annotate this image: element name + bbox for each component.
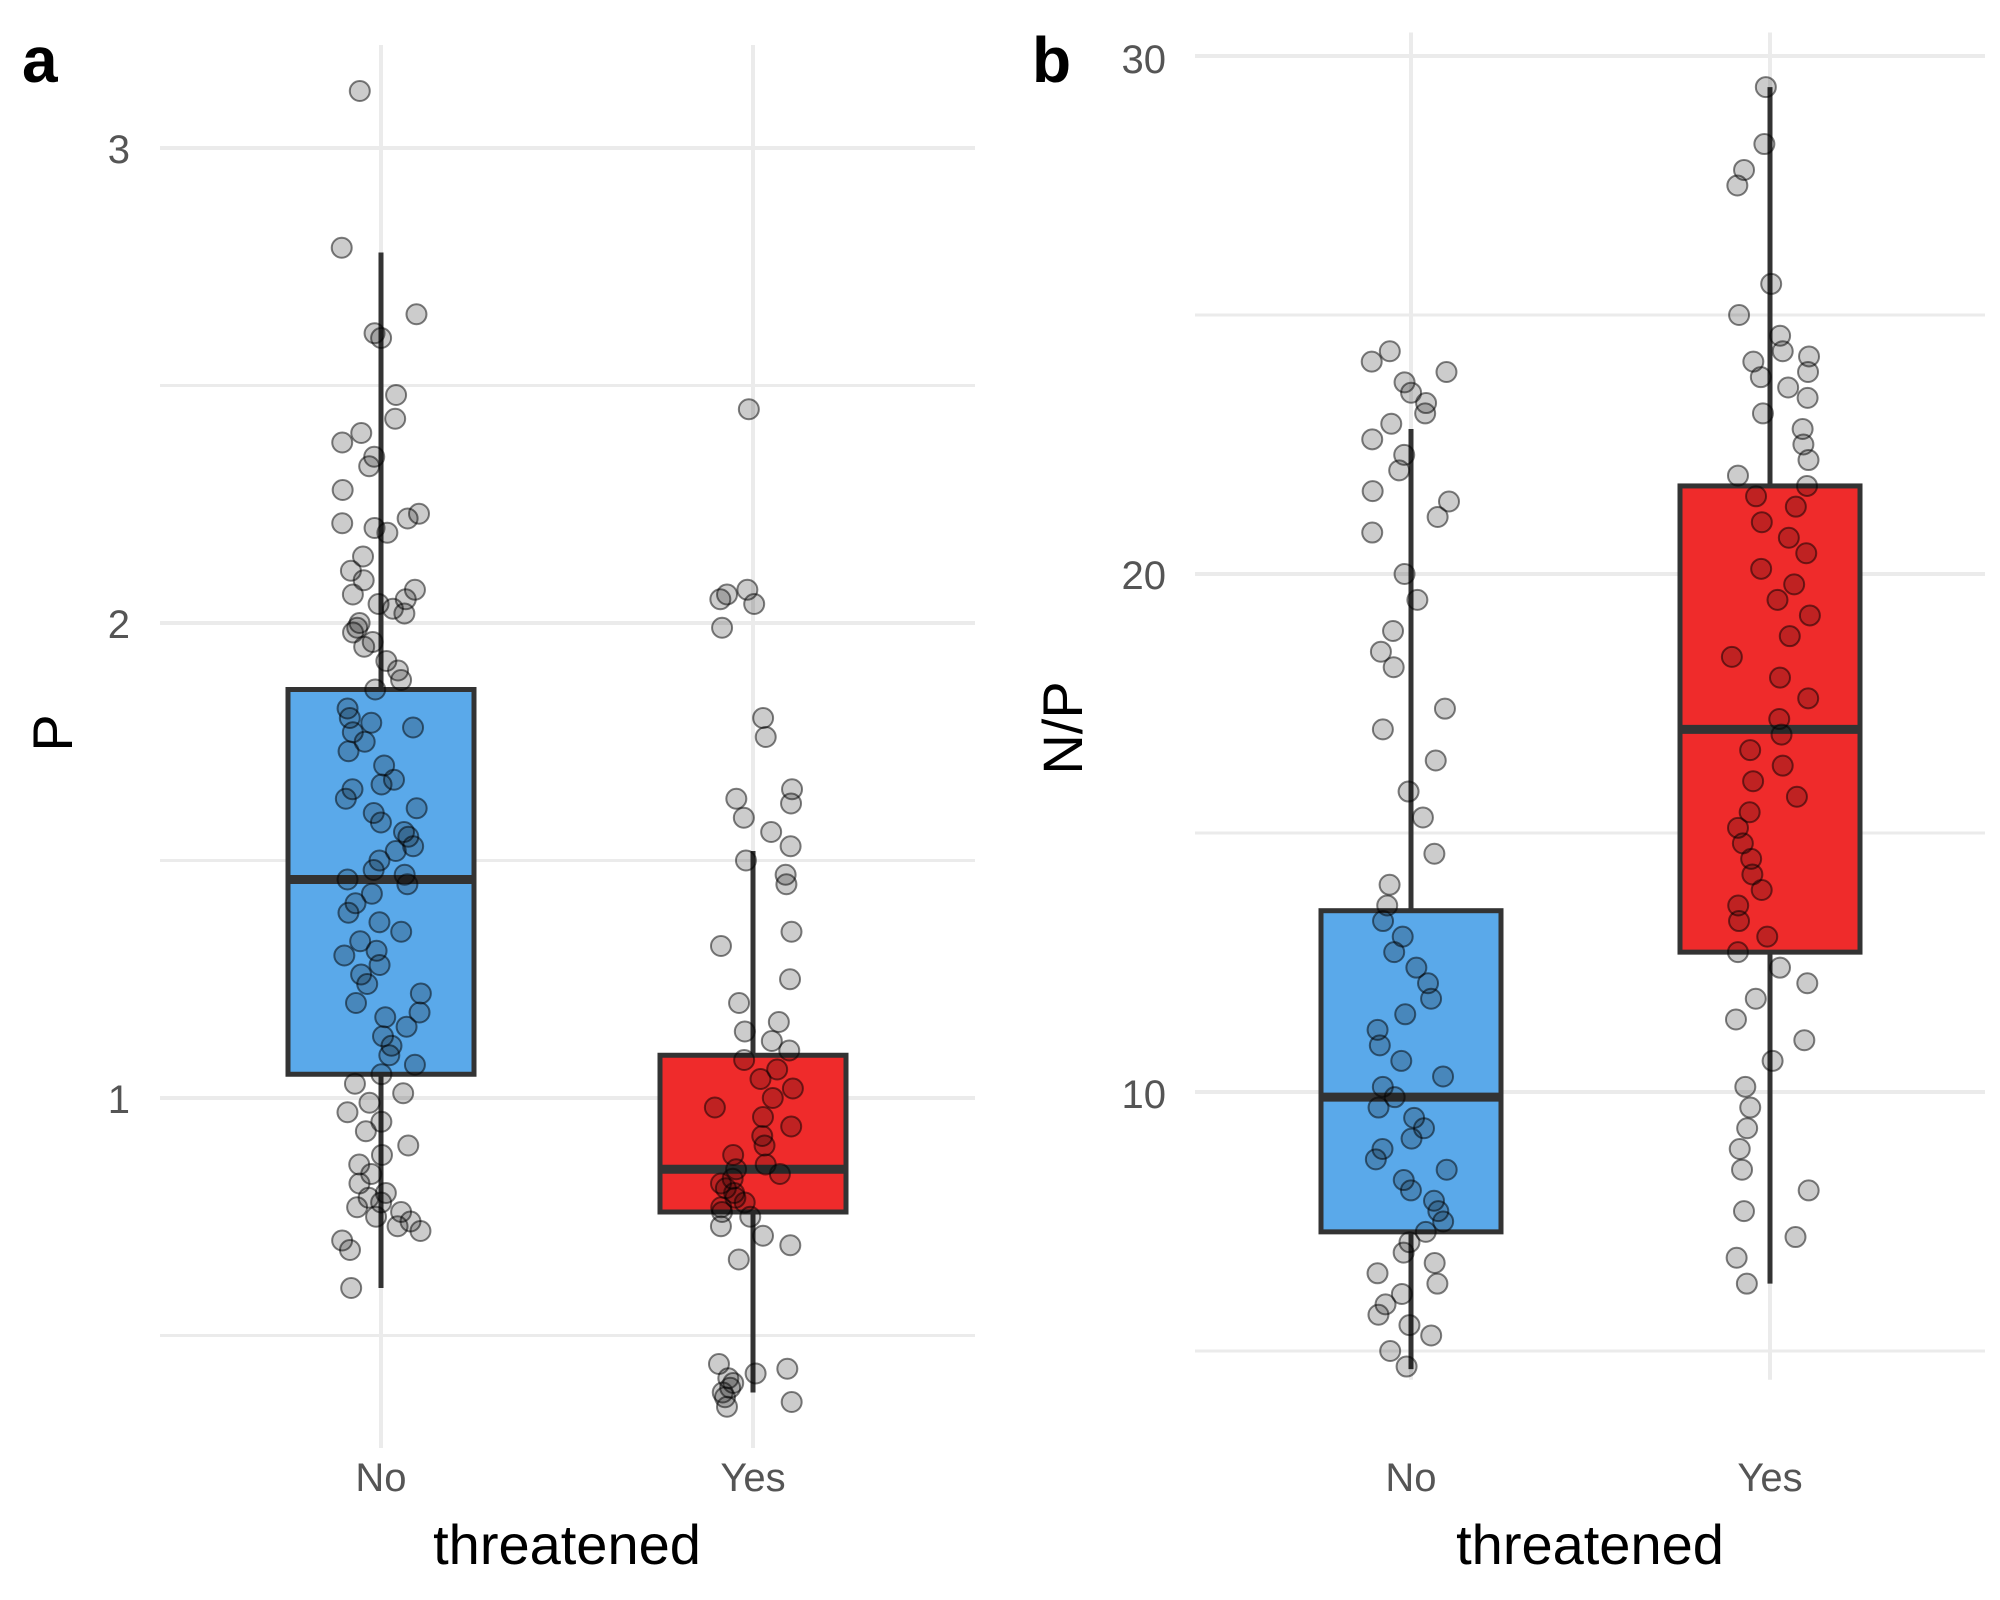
point-no-10 (359, 456, 379, 476)
point-yes-31 (1770, 668, 1790, 688)
point-yes-32 (781, 1117, 801, 1137)
point-no-55 (364, 860, 384, 880)
point-yes-25 (1751, 559, 1771, 579)
point-no-10 (1389, 460, 1409, 480)
point-no-30 (1384, 942, 1404, 962)
point-no-1 (332, 238, 352, 258)
panel-a-xtick-no: No (355, 1456, 407, 1500)
point-no-2 (406, 304, 426, 324)
panel-a-xtick-yes: Yes (720, 1456, 786, 1500)
point-yes-63 (1727, 1248, 1747, 1268)
point-no-36 (1370, 1035, 1390, 1055)
point-yes-53 (1794, 1030, 1814, 1050)
point-yes-23 (1779, 528, 1799, 548)
point-no-6 (385, 409, 405, 429)
panel-a-ylabel: P (21, 714, 84, 752)
point-yes-12 (761, 822, 781, 842)
point-no-0 (350, 81, 370, 101)
point-no-67 (370, 955, 390, 975)
point-no-4 (371, 328, 391, 348)
point-yes-9 (726, 789, 746, 809)
point-yes-50 (780, 1235, 800, 1255)
point-no-57 (1368, 1263, 1388, 1283)
point-no-61 (1368, 1305, 1388, 1325)
point-no-21 (1373, 719, 1393, 739)
point-yes-29 (1780, 626, 1800, 646)
panel-b-xlabel: threatened (1456, 1513, 1724, 1576)
point-no-5 (386, 385, 406, 405)
point-no-69 (357, 974, 377, 994)
point-no-34 (365, 680, 385, 700)
point-no-47 (407, 798, 427, 818)
point-no-25 (394, 604, 414, 624)
point-yes-29 (763, 1088, 783, 1108)
point-yes-18 (1728, 466, 1748, 486)
point-yes-11 (1751, 367, 1771, 387)
panel-a-ytick-1: 1 (107, 1078, 130, 1122)
point-yes-14 (1753, 403, 1773, 423)
panel-a-ytick-2: 2 (107, 603, 130, 647)
point-yes-22 (735, 1022, 755, 1042)
point-no-8 (332, 433, 352, 453)
point-no-1 (1362, 352, 1382, 372)
point-yes-7 (756, 727, 776, 747)
point-no-34 (1395, 1004, 1415, 1024)
point-yes-52 (1726, 1009, 1746, 1029)
point-yes-36 (1773, 756, 1793, 776)
point-no-49 (371, 813, 391, 833)
point-yes-32 (1798, 688, 1818, 708)
point-no-47 (1437, 1160, 1457, 1180)
point-no-55 (1394, 1243, 1414, 1263)
point-yes-49 (1770, 958, 1790, 978)
point-no-61 (338, 903, 358, 923)
point-yes-5 (712, 618, 732, 638)
point-no-102 (341, 1278, 361, 1298)
point-yes-64 (1737, 1274, 1757, 1294)
point-yes-10 (1798, 362, 1818, 382)
point-no-7 (1381, 414, 1401, 434)
point-no-74 (397, 1017, 417, 1037)
point-no-73 (375, 1007, 395, 1027)
point-yes-34 (755, 1136, 775, 1156)
panel-a-tag: a (22, 24, 58, 96)
point-no-99 (410, 1221, 430, 1241)
point-yes-30 (1722, 647, 1742, 667)
point-yes-48 (711, 1216, 731, 1236)
point-no-26 (1380, 875, 1400, 895)
point-yes-54 (746, 1364, 766, 1384)
point-no-63 (391, 922, 411, 942)
point-yes-19 (1797, 476, 1817, 496)
point-no-56 (1425, 1253, 1445, 1273)
point-yes-58 (1730, 1139, 1750, 1159)
point-yes-34 (1772, 725, 1792, 745)
point-yes-24 (1796, 543, 1816, 563)
point-no-46 (336, 789, 356, 809)
point-yes-12 (1778, 378, 1798, 398)
panel-a-xlabel: threatened (433, 1513, 701, 1576)
point-yes-10 (781, 794, 801, 814)
point-yes-37 (1743, 771, 1763, 791)
point-yes-1 (1754, 134, 1774, 154)
point-yes-0 (739, 399, 759, 419)
point-no-58 (1427, 1274, 1447, 1294)
point-no-62 (369, 912, 389, 932)
point-no-85 (356, 1121, 376, 1141)
point-yes-56 (1740, 1098, 1760, 1118)
point-yes-27 (1767, 590, 1787, 610)
point-no-46 (1366, 1149, 1386, 1169)
point-yes-28 (783, 1079, 803, 1099)
point-no-17 (1383, 621, 1403, 641)
point-no-2 (1436, 362, 1456, 382)
point-no-79 (371, 1064, 391, 1084)
panel-b-ylabel: N/P (1031, 681, 1094, 775)
point-no-94 (347, 1197, 367, 1217)
point-no-0 (1380, 341, 1400, 361)
point-no-81 (393, 1083, 413, 1103)
point-no-13 (1428, 507, 1448, 527)
point-yes-28 (1800, 605, 1820, 625)
point-no-66 (334, 946, 354, 966)
point-no-38 (1433, 1066, 1453, 1086)
panel-b-ytick-10: 10 (1121, 1073, 1166, 1117)
point-no-62 (1399, 1315, 1419, 1335)
point-yes-11 (734, 808, 754, 828)
point-yes-16 (776, 874, 796, 894)
point-yes-20 (729, 993, 749, 1013)
point-yes-18 (711, 936, 731, 956)
point-yes-3 (1727, 176, 1747, 196)
point-no-80 (345, 1074, 365, 1094)
point-yes-62 (1786, 1227, 1806, 1247)
point-no-11 (333, 480, 353, 500)
point-no-70 (411, 984, 431, 1004)
point-no-63 (1421, 1325, 1441, 1345)
point-yes-53 (777, 1359, 797, 1379)
panel-b-ytick-30: 30 (1121, 38, 1166, 82)
point-no-101 (340, 1240, 360, 1260)
point-yes-48 (1728, 942, 1748, 962)
point-no-22 (1426, 750, 1446, 770)
point-yes-17 (1799, 450, 1819, 470)
point-no-57 (338, 870, 358, 890)
point-yes-17 (782, 922, 802, 942)
panel-b-xtick-no: No (1385, 1456, 1437, 1500)
point-yes-49 (753, 1226, 773, 1246)
point-no-33 (391, 670, 411, 690)
point-yes-61 (1734, 1201, 1754, 1221)
point-no-71 (346, 993, 366, 1013)
point-no-23 (1399, 782, 1419, 802)
point-yes-59 (1732, 1160, 1752, 1180)
point-yes-0 (1756, 77, 1776, 97)
point-no-41 (339, 741, 359, 761)
point-yes-21 (1786, 497, 1806, 517)
point-yes-13 (1798, 388, 1818, 408)
point-no-77 (379, 1045, 399, 1065)
point-yes-14 (736, 851, 756, 871)
point-no-20 (1435, 699, 1455, 719)
point-yes-51 (729, 1250, 749, 1270)
panel-a-ytick-3: 3 (107, 128, 130, 172)
point-yes-60 (782, 1392, 802, 1412)
point-yes-47 (740, 1207, 760, 1227)
point-yes-26 (1784, 574, 1804, 594)
point-yes-38 (1787, 787, 1807, 807)
panel-b-ytick-20: 20 (1121, 554, 1166, 598)
point-yes-7 (1773, 341, 1793, 361)
point-yes-6 (753, 708, 773, 728)
point-no-21 (343, 585, 363, 605)
point-no-37 (361, 713, 381, 733)
point-no-14 (332, 513, 352, 533)
point-no-58 (397, 874, 417, 894)
point-yes-5 (1729, 305, 1749, 325)
point-yes-3 (710, 589, 730, 609)
point-no-86 (398, 1136, 418, 1156)
point-no-16 (377, 523, 397, 543)
point-no-65 (1397, 1357, 1417, 1377)
point-yes-24 (779, 1041, 799, 1061)
point-no-24 (1413, 807, 1433, 827)
point-yes-21 (769, 1012, 789, 1032)
point-yes-4 (1761, 274, 1781, 294)
point-yes-50 (1797, 973, 1817, 993)
point-yes-31 (753, 1107, 773, 1127)
panel-b-tag: b (1032, 24, 1072, 96)
point-yes-19 (780, 969, 800, 989)
point-no-8 (1362, 429, 1382, 449)
point-no-15 (1395, 564, 1415, 584)
point-no-41 (1369, 1098, 1389, 1118)
point-no-25 (1424, 844, 1444, 864)
point-yes-54 (1763, 1051, 1783, 1071)
point-no-16 (1407, 590, 1427, 610)
point-no-78 (405, 1055, 425, 1075)
point-yes-61 (717, 1397, 737, 1417)
point-yes-51 (1746, 989, 1766, 1009)
point-yes-22 (1752, 512, 1772, 532)
point-no-98 (388, 1216, 408, 1236)
point-yes-13 (781, 836, 801, 856)
point-yes-4 (744, 594, 764, 614)
point-yes-20 (1746, 486, 1766, 506)
point-no-82 (359, 1093, 379, 1113)
point-no-13 (398, 509, 418, 529)
point-no-49 (1401, 1180, 1421, 1200)
point-yes-57 (1737, 1118, 1757, 1138)
point-no-87 (372, 1145, 392, 1165)
point-yes-25 (734, 1050, 754, 1070)
point-no-28 (1373, 911, 1393, 931)
point-yes-60 (1799, 1180, 1819, 1200)
point-yes-46 (1729, 911, 1749, 931)
point-no-44 (1402, 1129, 1422, 1149)
point-no-30 (354, 637, 374, 657)
point-no-83 (337, 1102, 357, 1122)
point-no-6 (1415, 403, 1435, 423)
point-no-19 (1384, 657, 1404, 677)
point-yes-35 (1740, 740, 1760, 760)
panel-b-xtick-yes: Yes (1737, 1456, 1803, 1500)
point-yes-27 (750, 1069, 770, 1089)
point-no-44 (372, 775, 392, 795)
point-yes-47 (1757, 927, 1777, 947)
point-yes-38 (770, 1164, 790, 1184)
point-no-11 (1363, 481, 1383, 501)
point-no-7 (351, 423, 371, 443)
point-yes-44 (1752, 880, 1772, 900)
point-yes-55 (1735, 1077, 1755, 1097)
point-yes-30 (705, 1098, 725, 1118)
point-no-33 (1421, 989, 1441, 1009)
point-no-14 (1362, 523, 1382, 543)
point-no-96 (366, 1207, 386, 1227)
point-no-64 (1380, 1341, 1400, 1361)
point-no-37 (1391, 1051, 1411, 1071)
point-no-38 (403, 718, 423, 738)
